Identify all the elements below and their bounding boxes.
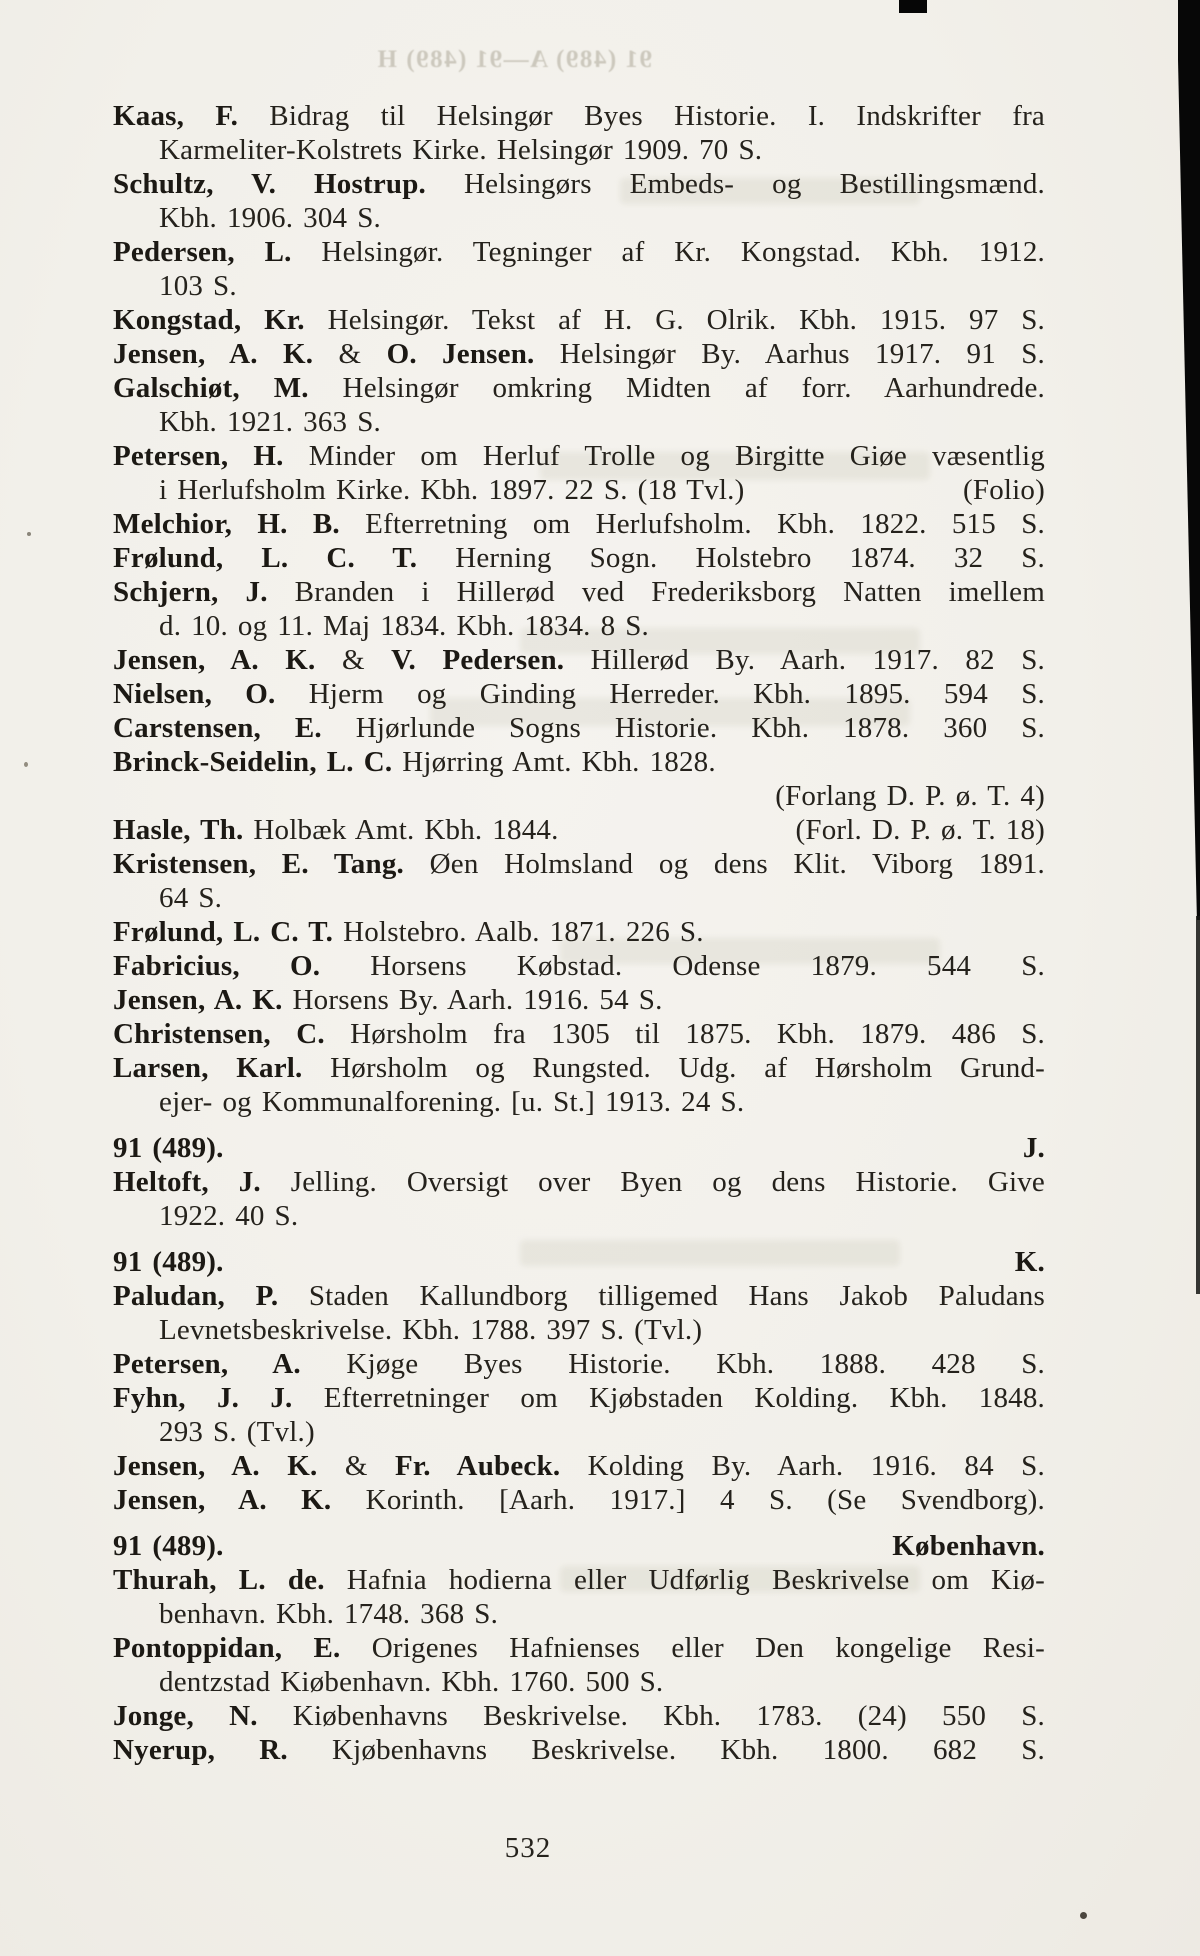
author-name: Hasle, Th. <box>113 814 244 846</box>
bib-entry-line <box>113 235 1045 269</box>
author-name: Nyerup, R. <box>113 1734 288 1766</box>
bib-continuation-line <box>113 133 1045 167</box>
author-name: Thurah, L. de. <box>113 1564 325 1596</box>
bib-continuation-line <box>113 881 1045 915</box>
bib-continuation-line <box>113 1665 1045 1699</box>
author-name: Brinck-Seidelin, L. C. <box>113 746 393 778</box>
entry-text: Helsingørs Embeds- og Bestillingsmænd. <box>426 168 1045 200</box>
scan-artifact-speck <box>27 532 31 536</box>
entry-text: Efterretning om Herlufsholm. Kbh. 1822. 515 S. <box>339 508 1045 540</box>
bib-continuation-line <box>113 405 1045 439</box>
author-name: Jonge, N. <box>113 1700 258 1732</box>
entry-text: Øen Holmsland og dens Klit. Viborg 1891. <box>403 848 1045 880</box>
entry-text: Hjørlunde Sogns Historie. Kbh. 1878. 360 S. <box>321 712 1045 744</box>
bib-entry-line <box>113 1165 1045 1199</box>
entry-text: Minder om Herluf Trolle og Birgitte Giøe væsentlig <box>283 440 1045 472</box>
entry-text: Bidrag til Helsingør Byes Historie. I. Indskrifter fra <box>238 100 1045 132</box>
author-name: Schultz, V. Hostrup. <box>113 168 427 200</box>
author-name: Fyhn, J. J. <box>113 1382 293 1414</box>
bib-entry-line <box>113 371 1045 405</box>
bib-section-heading <box>113 1529 1045 1563</box>
bib-entry-line <box>113 847 1045 881</box>
entry-text: Kjøge Byes Historie. Kbh. 1888. 428 S. <box>300 1348 1046 1380</box>
entry-text: ejer- og Kommunalforening. [u. St.] 1913. 24 S. <box>159 1086 745 1118</box>
author-name: Jensen, A. K. <box>113 984 283 1016</box>
author-name: Kongstad, Kr. <box>113 304 305 336</box>
author-name: Kaas, F. <box>113 100 239 132</box>
page-number: 532 <box>504 1832 552 1864</box>
author-name: 91 (489). <box>113 1246 224 1278</box>
bib-entry-line <box>113 1279 1045 1313</box>
line-main-text <box>113 1245 224 1279</box>
author-name: Jensen, A. K. <box>113 1450 318 1482</box>
line-main-text <box>113 813 559 847</box>
bib-section-heading <box>113 1245 1045 1279</box>
entry-text: 293 S. (Tvl.) <box>159 1416 315 1448</box>
bib-continuation-line <box>113 1313 1045 1347</box>
entry-text: Helsingør. Tegninger af Kr. Kongstad. Kbh. 1912. <box>291 236 1045 268</box>
bib-annotation-line <box>113 779 1045 813</box>
author-name: O. Jensen. <box>386 338 535 370</box>
author-name: Jensen, A. K. <box>113 338 314 370</box>
entry-text: Karmeliter-Kolstrets Kirke. Helsingør 1909. 70 S. <box>159 134 763 166</box>
entry-text: benhavn. Kbh. 1748. 368 S. <box>159 1598 499 1630</box>
bib-entry-line <box>113 575 1045 609</box>
bleed-through-header: 91 (489) A—91 (489) H <box>376 46 652 73</box>
scan-artifact-speck <box>24 762 28 767</box>
entry-text: 103 S. <box>159 270 237 302</box>
bib-entry-line <box>113 711 1045 745</box>
bib-entry-line <box>113 99 1045 133</box>
entry-text: Hjørring Amt. Kbh. 1828. <box>392 746 716 778</box>
entry-text: & <box>315 644 392 676</box>
entry-text: Kjøbenhavns Beskrivelse. Kbh. 1800. 682 S. <box>287 1734 1045 1766</box>
bib-entry-line <box>113 1631 1045 1665</box>
bib-continuation-line <box>113 1085 1045 1119</box>
author-name: Fabricius, O. <box>113 950 321 982</box>
bib-entry-line <box>113 949 1045 983</box>
entry-text: Horsens Købstad. Odense 1879. 544 S. <box>320 950 1045 982</box>
entry-text: Helsingør omkring Midten af forr. Aarhundrede. <box>308 372 1045 404</box>
bib-continuation-line <box>113 201 1045 235</box>
scan-artifact-right-edge-line <box>1196 916 1200 1294</box>
entry-text: Staden Kallundborg tilligemed Hans Jakob Paludans <box>278 1280 1045 1312</box>
author-name: Nielsen, O. <box>113 678 276 710</box>
entry-text: Kbh. 1906. 304 S. <box>159 202 381 234</box>
entry-text: & <box>317 1450 395 1482</box>
entry-text: Levnetsbeskrivelse. Kbh. 1788. 397 S. (Tvl.) <box>159 1314 703 1346</box>
right-aligned-note: (Forlang D. P. ø. T. 4) <box>775 780 1045 812</box>
bib-continuation-line <box>113 473 1045 507</box>
author-name: Kristensen, E. Tang. <box>113 848 404 880</box>
bib-entry-line <box>113 1699 1045 1733</box>
entry-text: & <box>313 338 387 370</box>
entry-text: Hørsholm og Rungsted. Udg. af Hørsholm Grund- <box>302 1052 1045 1084</box>
author-name: Petersen, A. <box>113 1348 301 1380</box>
entry-text: i Herlufsholm Kirke. Kbh. 1897. 22 S. (18 Tvl.) <box>159 474 745 506</box>
bib-entry-line <box>113 1051 1045 1085</box>
bib-entry-line <box>113 303 1045 337</box>
bib-entry-line <box>113 167 1045 201</box>
bib-entry-line <box>113 813 1045 847</box>
author-name: Larsen, Karl. <box>113 1052 303 1084</box>
entry-text: 64 S. <box>159 882 223 914</box>
bib-continuation-line <box>113 269 1045 303</box>
author-name: Jensen, A. K. <box>113 644 316 676</box>
section-letter-label: K. <box>1014 1246 1045 1278</box>
entry-text: Hillerød By. Aarh. 1917. 82 S. <box>564 644 1045 676</box>
bib-entry-line <box>113 1483 1045 1517</box>
bib-entry-line <box>113 507 1045 541</box>
bib-entry-line <box>113 1563 1045 1597</box>
bib-continuation-line <box>113 1199 1045 1233</box>
scan-artifact-top-mark <box>899 0 927 13</box>
bib-entry-line <box>113 677 1045 711</box>
scan-artifact-right-edge-shadow <box>1178 0 1200 920</box>
entry-text: Holbæk Amt. Kbh. 1844. <box>243 814 559 846</box>
line-main-text <box>113 1131 224 1165</box>
author-name: Christensen, C. <box>113 1018 325 1050</box>
entry-text: Herning Sogn. Holstebro 1874. 32 S. <box>417 542 1045 574</box>
author-name: 91 (489). <box>113 1530 224 1562</box>
author-name: Heltoft, J. <box>113 1166 261 1198</box>
entry-text: Efterretninger om Kjøbstaden Kolding. Kbh. 1848. <box>292 1382 1045 1414</box>
bib-section-heading <box>113 1131 1045 1165</box>
entry-text: Horsens By. Aarh. 1916. 54 S. <box>282 984 663 1016</box>
right-aligned-note: (Folio) <box>963 474 1045 506</box>
entry-text: Jelling. Oversigt over Byen og dens Historie. Give <box>260 1166 1045 1198</box>
entry-text: d. 10. og 11. Maj 1834. Kbh. 1834. 8 S. <box>159 610 650 642</box>
author-name: V. Pedersen. <box>391 644 565 676</box>
entry-text: dentzstad Kiøbenhavn. Kbh. 1760. 500 S. <box>159 1666 664 1698</box>
line-main-text <box>113 1529 224 1563</box>
author-name: Melchior, H. B. <box>113 508 340 540</box>
line-main-text <box>159 473 744 507</box>
author-name: Pontoppidan, E. <box>113 1632 341 1664</box>
bib-entry-line <box>113 1381 1045 1415</box>
entry-text: Hjerm og Ginding Herreder. Kbh. 1895. 594 S. <box>275 678 1045 710</box>
entry-text: Branden i Hillerød ved Frederiksborg Natten imellem <box>267 576 1045 608</box>
author-name: Pedersen, L. <box>113 236 292 268</box>
author-name: Paludan, P. <box>113 1280 279 1312</box>
bib-entry-line <box>113 915 1045 949</box>
entry-text: Kiøbenhavns Beskrivelse. Kbh. 1783. (24) 550 S. <box>257 1700 1045 1732</box>
bib-entry-line <box>113 337 1045 371</box>
bib-entry-line <box>113 983 1045 1017</box>
bib-continuation-line <box>113 609 1045 643</box>
scan-artifact-speck <box>1080 1912 1087 1919</box>
bib-entry-line <box>113 541 1045 575</box>
entry-text: Helsingør By. Aarhus 1917. 91 S. <box>534 338 1045 370</box>
author-name: Frølund, L. C. T. <box>113 542 418 574</box>
author-name: Schjern, J. <box>113 576 268 608</box>
bibliography-text-block <box>113 99 1045 1767</box>
bib-entry-line <box>113 745 1045 779</box>
bib-continuation-line <box>113 1597 1045 1631</box>
section-letter-label: København. <box>892 1530 1045 1562</box>
entry-text: Kolding By. Aarh. 1916. 84 S. <box>560 1450 1045 1482</box>
entry-text: Korinth. [Aarh. 1917.] 4 S. (Se Svendborg). <box>331 1484 1045 1516</box>
entry-text: Hørsholm fra 1305 til 1875. Kbh. 1879. 486 S. <box>324 1018 1045 1050</box>
right-aligned-note: (Forl. D. P. ø. T. 18) <box>795 814 1045 846</box>
bib-entry-line <box>113 1449 1045 1483</box>
author-name: 91 (489). <box>113 1132 224 1164</box>
bib-continuation-line <box>113 1415 1045 1449</box>
entry-text: Kbh. 1921. 363 S. <box>159 406 381 438</box>
author-name: Fr. Aubeck. <box>394 1450 561 1482</box>
bib-entry-line <box>113 1733 1045 1767</box>
author-name: Galschiøt, M. <box>113 372 309 404</box>
entry-text: Holstebro. Aalb. 1871. 226 S. <box>333 916 704 948</box>
bib-entry-line <box>113 643 1045 677</box>
author-name: Frølund, L. C. T. <box>113 916 334 948</box>
author-name: Jensen, A. K. <box>113 1484 332 1516</box>
bib-entry-line <box>113 1017 1045 1051</box>
author-name: Carstensen, E. <box>113 712 322 744</box>
entry-text: Helsingør. Tekst af H. G. Olrik. Kbh. 1915. 97 S. <box>304 304 1046 336</box>
bib-entry-line <box>113 1347 1045 1381</box>
author-name: Petersen, H. <box>113 440 284 472</box>
entry-text: Origenes Hafnienses eller Den kongelige Resi- <box>340 1632 1045 1664</box>
section-letter-label: J. <box>1022 1132 1045 1164</box>
entry-text: Hafnia hodierna eller Udførlig Beskrivelse om Kiø- <box>324 1564 1045 1596</box>
bib-entry-line <box>113 439 1045 473</box>
entry-text: 1922. 40 S. <box>159 1200 299 1232</box>
